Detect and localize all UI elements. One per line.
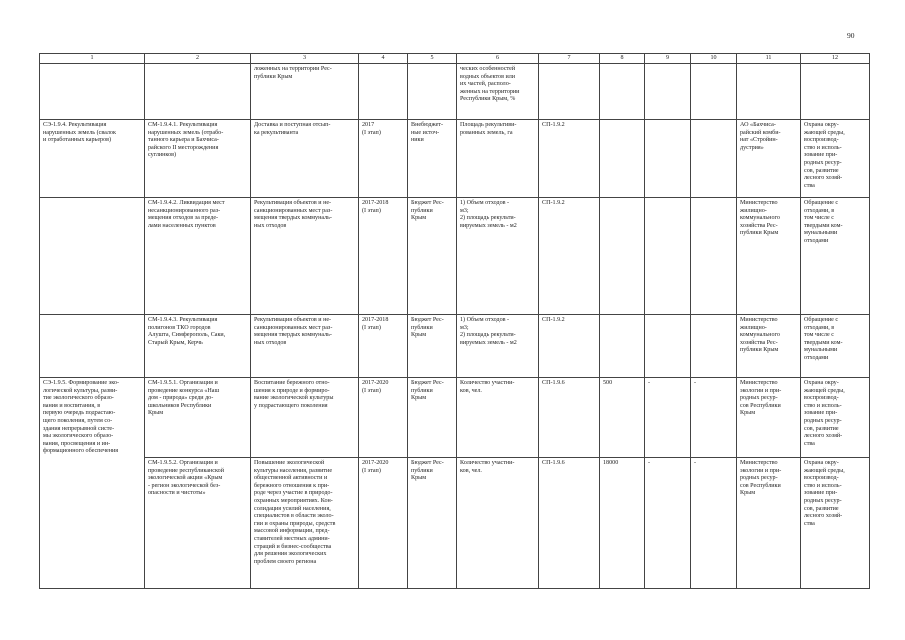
table-cell: 2017-2020 (I этап) <box>359 378 408 458</box>
table-cell <box>801 64 870 120</box>
table-row <box>40 378 870 458</box>
table-row <box>40 120 870 198</box>
header-cell: 11 <box>737 54 801 64</box>
table-cell: 2017-2018 (I этап) <box>359 198 408 315</box>
table-cell <box>691 120 737 198</box>
table-cell: АО «Бахчиса- райский комби- нат «Стройин- дустрия» <box>737 120 801 198</box>
table-cell: СЭ-1.9.4. Рекультивация нарушенных земель (свалок и отработанных карьеров) <box>40 120 145 198</box>
table-cell: Рекультивация объектов и не- санкционированных мест раз- мещения твердых коммуналь- ных отходов <box>251 198 359 315</box>
table-row <box>40 64 870 120</box>
measures-table <box>39 53 870 589</box>
table-cell: Доставка и поступная отсып- ка рекультиванта <box>251 120 359 198</box>
table-cell: Охрана окру- жающей среды, воспроизвод- ство и исполь- зование при- родных ресур- сов, развитие лесного хозяй- ства <box>801 120 870 198</box>
table-cell: ческих особенностей водных объектов или их частей, располо- женных на территории Республики Крым, % <box>457 64 539 120</box>
header-cell: 5 <box>408 54 457 64</box>
table-cell <box>40 315 145 378</box>
table-cell: Рекультивация объектов и не- санкционированных мест раз- мещения твердых коммуналь- ных отходов <box>251 315 359 378</box>
table-cell: Воспитание бережного отно- шения к природе и формиро- вание экологической культуры у подрастающего поколения <box>251 378 359 458</box>
table-cell: Бюджет Рес- публики Крым <box>408 315 457 378</box>
table-cell: Бюджет Рес- публики Крым <box>408 458 457 589</box>
table-cell: - <box>691 458 737 589</box>
table-cell: Бюджет Рес- публики Крым <box>408 198 457 315</box>
table-cell: - <box>645 378 691 458</box>
table-cell <box>539 64 600 120</box>
table-cell <box>737 64 801 120</box>
table-cell <box>408 64 457 120</box>
table-cell: Повышение экологической культуры населения, развитие общественной активности и бережного отношения к при- роде через участие в природо- охранных мероприятиях. Кон- солидация усилий населения, специалистов в области эколо- гии и охраны природы, средств массовой информации, пред- ставителей местных админи- страций и бизнес-сообщества для решения экологических проблем своего региона <box>251 458 359 589</box>
table-cell: 1) Объем отходов - м3; 2) площадь рекульти- вируемых земель - м2 <box>457 198 539 315</box>
header-cell: 4 <box>359 54 408 64</box>
table-cell: Количество участни- ков, чел. <box>457 378 539 458</box>
table-cell: СП-1.9.2 <box>539 198 600 315</box>
table-cell: СП-1.9.2 <box>539 315 600 378</box>
table-cell: Внебюджет- ные источ- ники <box>408 120 457 198</box>
table-row <box>40 458 870 589</box>
header-cell: 6 <box>457 54 539 64</box>
table-cell <box>645 315 691 378</box>
table-cell: Министерство жилищно- коммунального хозяйства Рес- публики Крым <box>737 198 801 315</box>
table-cell: Охрана окру- жающей среды, воспроизвод- ство и исполь- зование при- родных ресур- сов, развитие лесного хозяй- ства <box>801 378 870 458</box>
table-cell: Площадь рекультиви- рованных земель, га <box>457 120 539 198</box>
table-cell: СМ-1.9.4.1. Рекультивация нарушенных земель (отрабо- танного карьера и Бахчиса- райского II месторождения суглинков) <box>145 120 251 198</box>
table-cell <box>40 64 145 120</box>
header-cell: 1 <box>40 54 145 64</box>
table-cell: СП-1.9.6 <box>539 458 600 589</box>
table-cell: СП-1.9.6 <box>539 378 600 458</box>
table-cell: СМ-1.9.5.2. Организация и проведение республиканской экологической акции «Крым - регион экологической без- опасности и чистоты» <box>145 458 251 589</box>
table-cell: 1) Объем отходов - м3; 2) площадь рекульти- вируемых земель - м2 <box>457 315 539 378</box>
header-cell: 3 <box>251 54 359 64</box>
table-cell: - <box>691 378 737 458</box>
table-cell: Охрана окру- жающей среды, воспроизвод- ство и исполь- зование при- родных ресур- сов, развитие лесного хозяй- ства <box>801 458 870 589</box>
table-cell: Министерство экологии и при- родных ресур- сов Республики Крым <box>737 378 801 458</box>
header-cell: 9 <box>645 54 691 64</box>
table-cell <box>645 120 691 198</box>
table-cell: Обращение с отходами, в том числе с твердыми ком- мунальными отходами <box>801 315 870 378</box>
table-cell: Количество участни- ков, чел. <box>457 458 539 589</box>
table-cell: Бюджет Рес- публики Крым <box>408 378 457 458</box>
table-cell: 2017 (I этап) <box>359 120 408 198</box>
table-cell: - <box>645 458 691 589</box>
table-cell: Обращение с отходами, в том числе с твердыми ком- мунальными отходами <box>801 198 870 315</box>
header-cell: 12 <box>801 54 870 64</box>
table-cell <box>691 198 737 315</box>
table-cell <box>600 120 645 198</box>
table-cell: СМ-1.9.4.2. Ликвидация мест несанкционированного раз- мещения отходов за преде- лами населенных пунктов <box>145 198 251 315</box>
table-cell: 2017-2018 (I этап) <box>359 315 408 378</box>
table-cell <box>645 64 691 120</box>
header-cell: 2 <box>145 54 251 64</box>
table-cell <box>145 64 251 120</box>
table-cell: Министерство жилищно- коммунального хозяйства Рес- публики Крым <box>737 315 801 378</box>
table-cell: СП-1.9.2 <box>539 120 600 198</box>
table-cell: СМ-1.9.4.3. Рекультивация полигонов ТКО городов Алушта, Симферополь, Саки, Старый Крым, Керчь <box>145 315 251 378</box>
table-cell: СЭ-1.9.5. Формирование эко- логической культуры, разви- тие экологического образо- вания и воспитания, в первую очередь подрастаю- щего поколения, путем со- здания непрерывной систе- мы экологического образо- вания, просвещения и ин- формационного обеспечения <box>40 378 145 589</box>
table-row <box>40 315 870 378</box>
table-cell <box>645 198 691 315</box>
table-cell <box>600 198 645 315</box>
page-number: 90 <box>847 31 855 40</box>
table-row <box>40 198 870 315</box>
table-cell <box>600 64 645 120</box>
header-row <box>40 54 870 64</box>
table-cell: Министерство экологии и при- родных ресур- сов Республики Крым <box>737 458 801 589</box>
header-cell: 7 <box>539 54 600 64</box>
table-cell: СМ-1.9.5.1. Организация и проведение конкурса «Наш дом - природа» среди до- школьников Республики Крым <box>145 378 251 458</box>
table-cell: 18000 <box>600 458 645 589</box>
table-cell: 2017-2020 (I этап) <box>359 458 408 589</box>
table-cell <box>359 64 408 120</box>
table-cell: ложенных на территории Рес- публики Крым <box>251 64 359 120</box>
table-cell <box>691 64 737 120</box>
table-cell: 500 <box>600 378 645 458</box>
header-cell: 10 <box>691 54 737 64</box>
table-cell <box>600 315 645 378</box>
table-cell <box>691 315 737 378</box>
header-cell: 8 <box>600 54 645 64</box>
table-cell <box>40 198 145 315</box>
